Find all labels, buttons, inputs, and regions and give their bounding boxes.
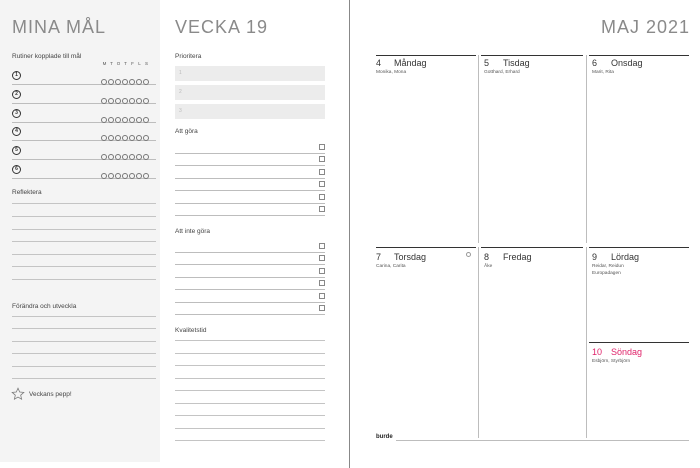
- routine-number: 6: [12, 165, 21, 174]
- brand-logo: burde: [376, 434, 393, 440]
- day-letters: [101, 61, 150, 66]
- day-rule: [376, 247, 476, 248]
- quality-label: Kvalitetstid: [175, 327, 207, 334]
- todo-row: [175, 167, 325, 179]
- day-rule: [589, 247, 689, 248]
- day-number: 4: [376, 58, 382, 68]
- not-todo-row: [175, 303, 325, 315]
- reflect-label: Reflektera: [12, 189, 42, 196]
- writing-line: [12, 279, 156, 280]
- writing-line: [175, 353, 325, 354]
- todo-row: [175, 179, 325, 191]
- day-rule: [589, 55, 689, 56]
- day-number: 8: [484, 252, 490, 262]
- todo-checkbox[interactable]: [319, 181, 325, 187]
- todo-checkbox[interactable]: [319, 206, 325, 212]
- day-letter: L: [138, 61, 141, 66]
- not-todo-row: [175, 241, 325, 253]
- todo-row: [175, 192, 325, 204]
- day-rule: [481, 247, 583, 248]
- writing-line: [12, 328, 156, 329]
- writing-line: [12, 316, 156, 317]
- name-day: Gotthard, Erhard: [484, 70, 520, 75]
- writing-line: [175, 378, 325, 379]
- priority-field[interactable]: [175, 66, 325, 81]
- month-title: MAJ 2021: [600, 17, 690, 37]
- prioritize-label: Prioritera: [175, 53, 202, 60]
- day-name: Söndag: [611, 347, 643, 357]
- not-todo-checkbox[interactable]: [319, 243, 325, 249]
- day-number: 5: [484, 58, 490, 68]
- day-number: 9: [592, 252, 598, 262]
- goals-panel: [0, 0, 160, 462]
- not-todo-row: [175, 278, 325, 290]
- priority-field[interactable]: [175, 104, 325, 119]
- name-day: Esbjörn, Styrbjörn: [592, 359, 631, 364]
- writing-line: [175, 440, 325, 441]
- todo-checkbox[interactable]: [319, 194, 325, 200]
- day-letter: O: [116, 61, 121, 66]
- writing-line: [175, 403, 325, 404]
- todo-checkbox[interactable]: [319, 156, 325, 162]
- name-day: Åke: [484, 264, 493, 269]
- not-todo-checkbox[interactable]: [319, 293, 325, 299]
- pepp-label: Veckans pepp!: [29, 391, 72, 398]
- routines-label: Rutiner kopplade till mål: [12, 53, 82, 60]
- day-letter: T: [124, 61, 127, 66]
- writing-line: [12, 353, 156, 354]
- day-number: 7: [376, 252, 382, 262]
- day-name: Torsdag: [394, 252, 427, 262]
- day-name: Onsdag: [611, 58, 643, 68]
- day-name: Fredag: [503, 252, 532, 262]
- day-letter: F: [131, 61, 134, 66]
- writing-line: [12, 266, 156, 267]
- day-name: Tisdag: [503, 58, 530, 68]
- name-day: Reidar, Reidun: [592, 264, 624, 269]
- not-todo-row: [175, 266, 325, 278]
- routine-number: 4: [12, 127, 21, 136]
- day-letter: S: [144, 61, 148, 66]
- routine-number: 1: [12, 71, 21, 80]
- priority-number: 1: [179, 70, 182, 76]
- routine-number: 3: [12, 109, 21, 118]
- writing-line: [175, 365, 325, 366]
- writing-line: [12, 254, 156, 255]
- not-todo-checkbox[interactable]: [319, 305, 325, 311]
- writing-line: [12, 378, 156, 379]
- routine-row: [12, 86, 156, 104]
- footer-rule: [396, 440, 689, 441]
- priority-field[interactable]: [175, 85, 325, 100]
- writing-line: [12, 366, 156, 367]
- goals-title: MINA MÅL: [12, 17, 107, 37]
- todo-row: [175, 142, 325, 154]
- day-name: Måndag: [394, 58, 427, 68]
- writing-line: [12, 216, 156, 217]
- week-title: VECKA 19: [175, 17, 269, 37]
- writing-line: [12, 203, 156, 204]
- routine-number: 5: [12, 146, 21, 155]
- not-todo-label: Att inte göra: [175, 228, 211, 235]
- routine-checkboxes[interactable]: [101, 166, 150, 184]
- writing-line: [175, 340, 325, 341]
- not-todo-checkbox[interactable]: [319, 255, 325, 261]
- day-letter: T: [110, 61, 113, 66]
- day-rule: [481, 55, 583, 56]
- writing-line: [175, 415, 325, 416]
- column-divider: [586, 55, 587, 243]
- not-todo-row: [175, 291, 325, 303]
- routine-row: [12, 105, 156, 123]
- routine-row: [12, 161, 156, 179]
- day-name: Lördag: [611, 252, 640, 262]
- page-spine: [349, 0, 350, 468]
- name-day: Marit, Rita: [592, 70, 614, 75]
- todo-row: [175, 204, 325, 216]
- not-todo-row: [175, 253, 325, 265]
- writing-line: [12, 229, 156, 230]
- routine-number: 2: [12, 90, 21, 99]
- column-divider: [478, 247, 479, 438]
- day-letter: M: [102, 61, 107, 66]
- moon-phase-icon: [466, 252, 471, 257]
- star-icon: [11, 387, 25, 401]
- routine-row: [12, 67, 156, 85]
- todo-label: Att göra: [175, 128, 198, 135]
- todo-checkbox[interactable]: [319, 144, 325, 150]
- name-day: Carina, Carita: [376, 264, 406, 269]
- todo-row: [175, 154, 325, 166]
- change-label: Förändra och utveckla: [12, 303, 77, 310]
- day-rule: [589, 342, 689, 343]
- day-number: 10: [592, 347, 603, 357]
- routine-row: [12, 123, 156, 141]
- routine-row: [12, 142, 156, 160]
- column-divider: [478, 55, 479, 243]
- writing-line: [12, 341, 156, 342]
- not-todo-checkbox[interactable]: [319, 268, 325, 274]
- name-day: Monika, Mona: [376, 70, 407, 75]
- writing-line: [175, 390, 325, 391]
- writing-line: [175, 428, 325, 429]
- priority-number: 3: [179, 108, 182, 114]
- column-divider: [586, 247, 587, 438]
- holiday-label: Europadagen: [592, 271, 621, 276]
- writing-line: [12, 241, 156, 242]
- priority-number: 2: [179, 89, 182, 95]
- todo-checkbox[interactable]: [319, 169, 325, 175]
- day-number: 6: [592, 58, 598, 68]
- day-rule: [376, 55, 476, 56]
- not-todo-checkbox[interactable]: [319, 280, 325, 286]
